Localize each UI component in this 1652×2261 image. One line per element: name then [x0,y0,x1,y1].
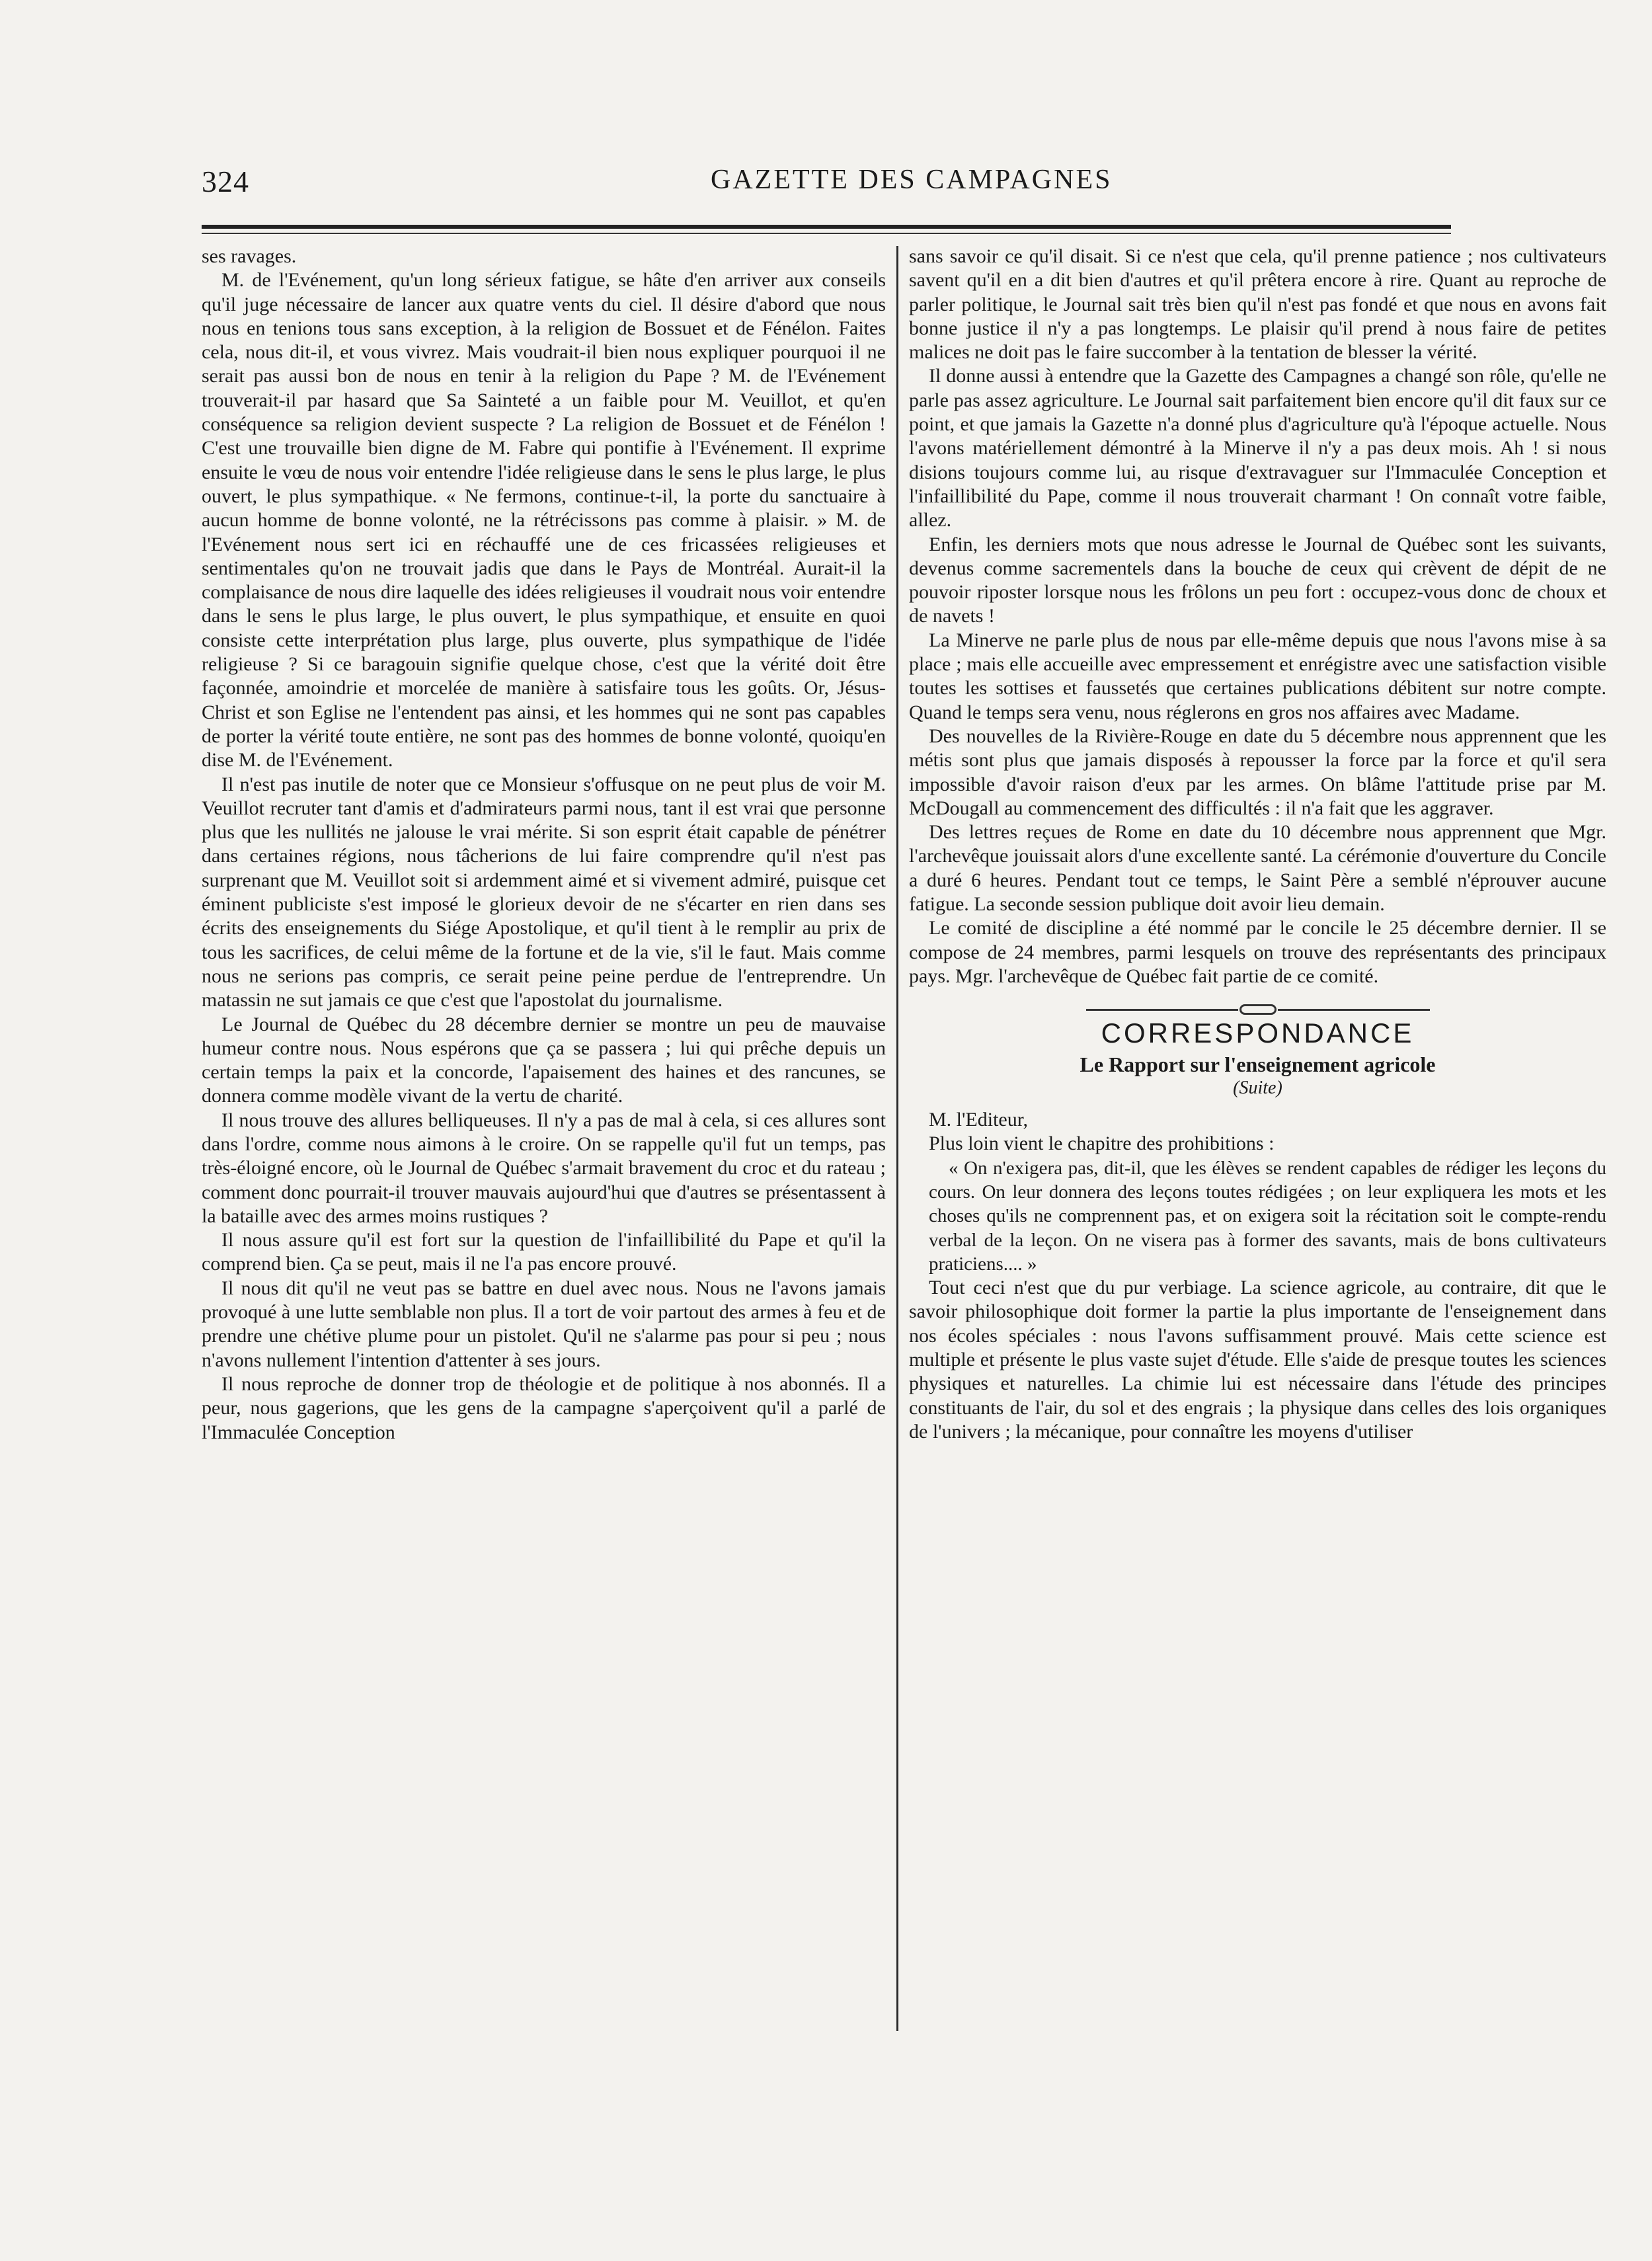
paragraph: Des lettres reçues de Rome en date du 10 décembre nous apprennent que Mgr. l'archevêque jouissait alors d'une excellente santé. La cérémonie d'ouverture du Concile a duré 6 heures. Pendant tout ce temps, le Saint Père a semblé n'éprouver aucune fatigue. La seconde session publique doit avoir lieu demain. [909,821,1606,916]
paragraph: Le comité de discipline a été nommé par le concile le 25 décembre dernier. Il se compose de 24 membres, parmi lesquels on trouve des représentants des principaux pays. Mgr. l'archevêque de Québec fait partie de ce comité. [909,917,1606,987]
paragraph: Il nous trouve des allures belliqueuses. Il n'y a pas de mal à cela, si ces allures sont dans l'ordre, comme nous aimons à le croire. On se rappelle qu'il fut un temps, pas très-éloigné encore, où le Journal de Québec s'armait bravement du croc et du rateau ; comment donc pourrait-il trouver mauvais aujourd'hui que d'autres se présentassent à la bataille avec des armes moins rustiques ? [202,1109,886,1227]
paragraph: Il nous dit qu'il ne veut pas se battre en duel avec nous. Nous ne l'avons jamais provoqué à une lutte semblable non plus. Il a tort de voir partout des armes à feu et de prendre une chétive plume pour un pistolet. Qu'il ne s'alarme pas pour si peu ; nous n'avons nullement l'intention d'attenter à ses jours. [202,1277,886,1371]
ornament-line-left [1086,1009,1238,1011]
column-divider [896,246,898,2031]
salutation: M. l'Editeur, [929,1109,1029,1131]
article-subtitle: (Suite) [1233,1077,1282,1098]
section-heading: CORRESPONDANCE [1101,1017,1415,1049]
paragraph: Il donne aussi à entendre que la Gazette des Campagnes a changé son rôle, qu'elle ne parle pas assez agriculture. Le Journal sait parfaitement bien encore qu'il dit faux sur ce point, et que jamais la Gazette n'a donné plus d'agriculture qu'à l'époque actuelle. Nous l'avons matériellement démontré à la Minerve il n'y a pas deux mois. Ah ! si nous disions toujours comme lui, au risque d'extravaguer sur l'Immaculée Conception et l'infaillibilité du Pape, comme il nous trouverait charmant ! On connaît votre faible, allez. [909,365,1606,532]
paragraph: Le Journal de Québec du 28 décembre dernier se montre un peu de mauvaise humeur contre nous. Nous espérons que ça se passera ; lui qui prêche depuis un certain temps la paix et la concorde, l'apaisement des haines et des rancunes, se donnera comme modèle vivant de la vertu de charité. [202,1013,886,1107]
right-column [909,245,1606,1444]
paragraph: Plus loin vient le chapitre des prohibitions : [929,1132,1275,1155]
ornament-line-right [1278,1009,1430,1011]
paragraph: ses ravages. [202,245,297,267]
paragraph: sans savoir ce qu'il disait. Si ce n'est que cela, qu'il prenne patience ; nos cultivateurs savent qu'il en a dit bien d'autres et qu'il prêtera encore à rire. Quant au reproche de parler politique, le Journal sait très bien qu'il n'est pas fondé et que nous en avons fait bonne justice il n'y a pas longtemps. Le plaisir qu'il prend à nous faire de petites malices ne doit pas le faire succomber à la tentation de blesser la vérité. [909,245,1606,364]
paragraph: Tout ceci n'est que du pur verbiage. La science agricole, au contraire, dit que le savoir philosophique doit former la partie la plus importante de l'enseignement dans nos écoles spéciales : nous l'avons suffisamment prouvé. Mais cette science est multiple et présente le plus vaste sujet d'étude. Elle s'aide de presque toutes les sciences physiques et naturelles. La chimie lui est nécessaire dans l'étude des principes constituants de l'air, du sol et des engrais ; la physique dans celles des lois organiques de l'univers ; la mécanique, pour connaître les moyens d'utiliser [909,1277,1606,1443]
section-ornament [1086,1003,1430,1016]
article-title: Le Rapport sur l'enseignement agricole [1080,1052,1436,1076]
page-header [202,164,1451,210]
paragraph: Il n'est pas inutile de noter que ce Monsieur s'offusque on ne peut plus de voir M. Veuillot recruter tant d'amis et d'admirateurs parmi nous, tant il est vrai que personne plus que les nullités ne jalouse le vrai mérite. Si son esprit était capable de pénétrer dans certaines régions, nous tâcherions de lui faire comprendre qu'il n'est pas surprenant que M. Veuillot soit si ardemment aimé et si vivement admiré, puisque cet éminent publiciste s'est imposé le glorieux devoir de ne s'écarter en rien dans ses écrits des enseignements du Siége Apostolique, et qu'il tient à le remplir au prix de tous les sacrifices, de celui même de la fortune et de la vie, s'il le faut. Mais comme nous ne serions pas compris, ce serait peine peine perdue de l'entreprendre. Un matassin ne sut jamais ce que c'est que l'apostolat du journalisme. [202,773,886,1012]
paragraph: Enfin, les derniers mots que nous adresse le Journal de Québec sont les suivants, devenus comme sacrementels dans la bouche de ceux qui crèvent de dépit de ne pouvoir riposter lorsque nous les frôlons un peu fort : occupez-vous donc de choux et de navets ! [909,533,1606,627]
paragraph: Il nous reproche de donner trop de théologie et de politique à nos abonnés. Il a peur, nous gagerions, que les gens de la campagne s'aperçoivent qu'il a parlé de l'Immaculée Conception [202,1372,886,1443]
paragraph: Il nous assure qu'il est fort sur la question de l'infaillibilité du Pape et qu'il la comprend bien. Ça se peut, mais il ne l'a pas encore prouvé. [202,1229,886,1275]
page-number: 324 [202,165,249,198]
paragraph: Des nouvelles de la Rivière-Rouge en date du 5 décembre nous apprennent que les métis sont plus que jamais disposés à repousser la force par la force et qu'il sera impossible d'avoir raison d'eux par les armes. On blâme l'attitude prise par M. McDougall au commencement des difficultés : il n'a fait que les aggraver. [909,725,1606,819]
paragraph: M. de l'Evénement, qu'un long sérieux fatigue, se hâte d'en arriver aux conseils qu'il juge nécessaire de lancer aux quatre vents du ciel. Il désire d'abord que nous nous en tenions tous sans exception, à la religion de Bossuet et de Fénélon. Faites cela, nous dit-il, et vous vivrez. Mais voudrait-il bien nous expliquer pourquoi il ne serait pas aussi bon de nous en tenir à la religion du Pape ? M. de l'Evénement trouverait-il par hasard que Sa Sainteté a un faible pour M. Veuillot, et qu'en conséquence sa religion devient suspecte ? La religion de Bossuet et de Fénélon ! C'est une trouvaille bien digne de M. Fabre qui pontifie à l'Evénement. Il exprime ensuite le vœu de nous voir entendre l'idée religieuse dans le sens le plus large, le plus ouvert, le plus sympathique. « Ne fermons, continue-t-il, la porte du sanctuaire à aucun homme de bonne volonté, ne la rétrécissons pas comme à plaisir. » M. de l'Evénement nous sert ici en réchauffé une de ces fricassées religieuses et sentimentales qu'on ne trouvait jadis que dans le Pays de Montréal. Aurait-il la complaisance de nous dire laquelle des idées religieuses il voudrait nous voir entendre dans le sens le plus large, le plus ouvert, le plus sympathique, et ensuite en quoi consiste cette interprétation plus large, plus ouverte, plus sympathique de l'idée religieuse ? Si ce baragouin signifie quelque chose, c'est que la vérité doit être façonnée, amoindrie et morcelée de manière à satisfaire tous les goûts. Or, Jésus-Christ et son Eglise ne l'entendent pas ainsi, et les hommes qui ne sont pas capables de porter la vérité toute entière, ne sont pas des hommes de bonne volonté, quoiqu'en dise M. de l'Evénement. [202,269,886,772]
left-column [202,245,886,1445]
running-title: GAZETTE DES CAMPAGNES [711,165,1113,195]
paragraph: La Minerve ne parle plus de nous par elle-même depuis que nous l'avons mise à sa place ; mais elle accueille avec empressement et enrégistre avec une satisfaction visible toutes les sottises et faussetés que certaines publications débitent sur notre compte. Quand le temps sera venu, nous réglerons en gros nos affaires avec Madame. [909,629,1606,723]
header-rule-thin [202,233,1451,234]
ornament-center [1239,1004,1277,1015]
quotation: « On n'exigera pas, dit-il, que les élèves se rendent capables de rédiger les leçons du cours. On leur donnera des leçons toutes rédigées ; on leur expliquera les mots et les choses qu'ils ne comprennent pas, et on exigera soit la récitation soit le compte-rendu verbal de la leçon. On ne visera pas à former des savants, mais de bons cultivateurs praticiens.... » [929,1157,1606,1275]
header-rule-thick [202,225,1451,229]
